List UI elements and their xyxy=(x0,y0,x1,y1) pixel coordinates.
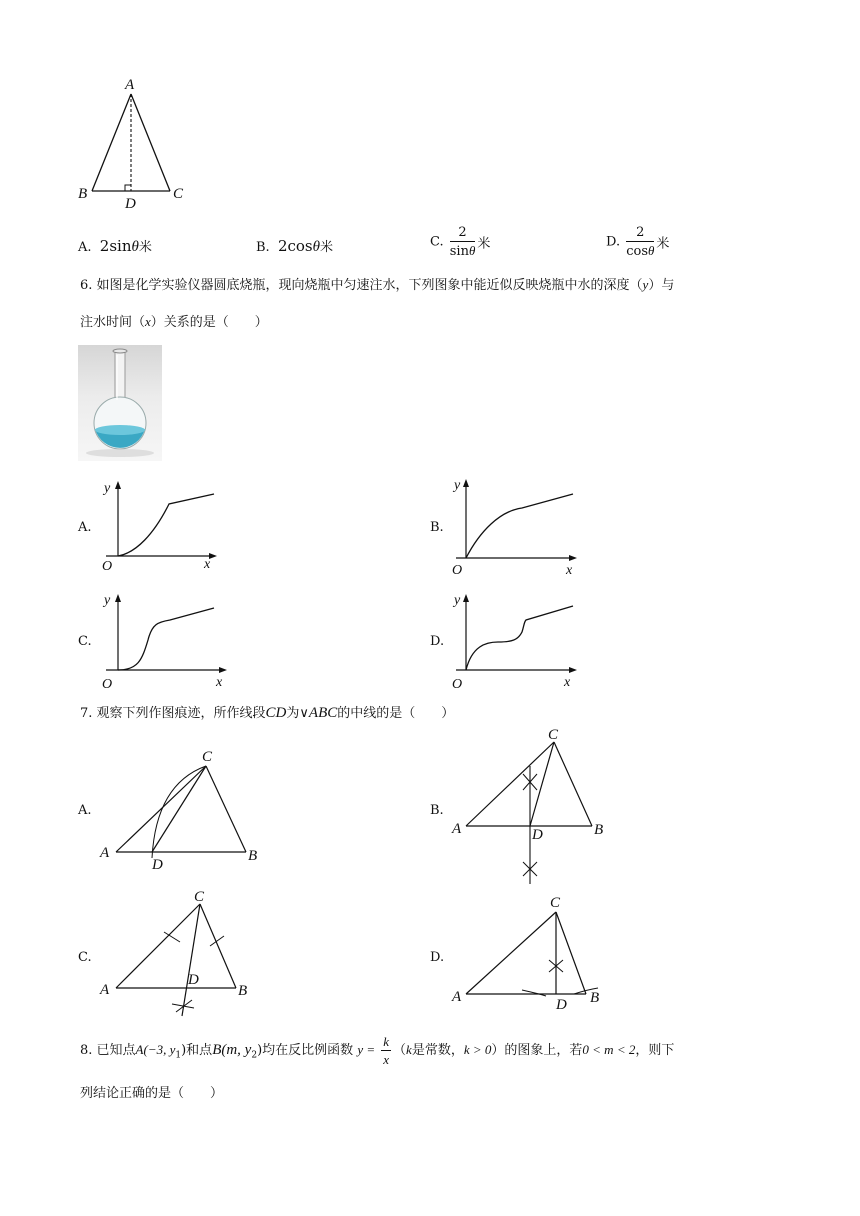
q6-graph-c[interactable] xyxy=(96,590,231,692)
q6b-o-label: O xyxy=(452,563,463,577)
q7d-label-c: C xyxy=(550,895,561,911)
q7c-label-c: C xyxy=(194,889,205,905)
flask-image xyxy=(78,345,162,461)
q7c-label-a: A xyxy=(100,982,110,998)
q7-figure-c[interactable] xyxy=(96,884,266,1024)
q5-c-fraction: $\frac{2}{\sin\theta}$ xyxy=(449,225,476,259)
q7-figure-d[interactable] xyxy=(446,890,616,1025)
q7-option-b[interactable]: B. xyxy=(430,803,444,818)
q5-label-b: B xyxy=(78,186,88,202)
q5-option-d[interactable]: D. $\frac{2}{\cos\theta}$ 米 xyxy=(606,225,670,259)
q5-option-a[interactable]: A. 2sinθ米 xyxy=(78,237,152,255)
q7-option-c[interactable]: C. xyxy=(78,950,92,965)
q5-label-a: A xyxy=(125,77,135,93)
q7b-label-d: D xyxy=(532,827,543,843)
q7-figure-b[interactable] xyxy=(446,726,616,891)
q7b-label-c: C xyxy=(548,727,559,743)
q7-option-a[interactable]: A. xyxy=(78,803,92,818)
q7b-label-a: A xyxy=(452,821,462,837)
q6-option-b[interactable]: B. xyxy=(430,520,444,535)
q7a-label-b: B xyxy=(248,848,258,864)
q6-graph-d[interactable] xyxy=(446,590,581,692)
q7b-label-b: B xyxy=(594,822,604,838)
q6c-o-label: O xyxy=(102,677,113,692)
q6-graph-b[interactable] xyxy=(446,475,581,577)
q7a-label-a: A xyxy=(100,845,110,861)
q7-option-d[interactable]: D. xyxy=(430,950,445,965)
q6d-x-label: x xyxy=(564,675,571,690)
q6-option-a[interactable]: A. xyxy=(78,520,92,535)
q6d-o-label: O xyxy=(452,677,463,692)
q7-question-text: 7. 观察下列作图痕迹，所作线段CD为∨ABC的中线的是（ ） xyxy=(80,705,455,721)
q7d-label-a: A xyxy=(452,989,462,1005)
q6a-o-label: O xyxy=(102,559,113,570)
q7a-label-c: C xyxy=(202,749,213,765)
q6d-y-label: y xyxy=(454,593,461,608)
q7d-label-b: B xyxy=(590,990,600,1006)
q6b-y-label: y xyxy=(454,478,461,493)
q6-graph-a[interactable] xyxy=(96,478,226,570)
q5-label-c: C xyxy=(173,186,184,202)
q6-question-text: 6. 如图是化学实验仪器圆底烧瓶，现向烧瓶中匀速注水，下列图象中能近似反映烧瓶中水的深度（y）与 注水时间（x）关系的是（ ） xyxy=(80,277,675,330)
q6b-x-label: x xyxy=(566,563,573,577)
q7a-label-d: D xyxy=(152,857,163,873)
q7c-label-d: D xyxy=(188,972,199,988)
q6-option-c[interactable]: C. xyxy=(78,634,92,649)
q5-d-fraction: $\frac{2}{\cos\theta}$ xyxy=(626,225,655,259)
q5-label-d: D xyxy=(125,196,136,212)
q5-option-c[interactable]: C. $\frac{2}{\sin\theta}$ 米 xyxy=(430,225,491,259)
q7-figure-a[interactable] xyxy=(96,740,276,875)
q8-fraction: $\frac{k}{x}$ xyxy=(383,1034,390,1067)
q6a-y-label: y xyxy=(104,481,111,496)
q5-triangle-figure xyxy=(70,72,200,212)
q6a-x-label: x xyxy=(204,557,211,570)
q8-question-text: 8. 已知点A(−3, $y_1$)和点B(m, $y_2$)均在反比例函数 y = $\frac{k}{x}$ （k是常数，k > 0）的图象上，若0 < m < 2，则下 列结论正确的是（ ） xyxy=(80,1034,675,1101)
q6-option-d[interactable]: D. xyxy=(430,634,445,649)
q7d-label-d: D xyxy=(556,997,567,1013)
q7c-label-b: B xyxy=(238,983,248,999)
q6c-y-label: y xyxy=(104,593,111,608)
q5-option-b[interactable]: B. 2cosθ米 xyxy=(256,237,334,255)
q6c-x-label: x xyxy=(216,675,223,690)
